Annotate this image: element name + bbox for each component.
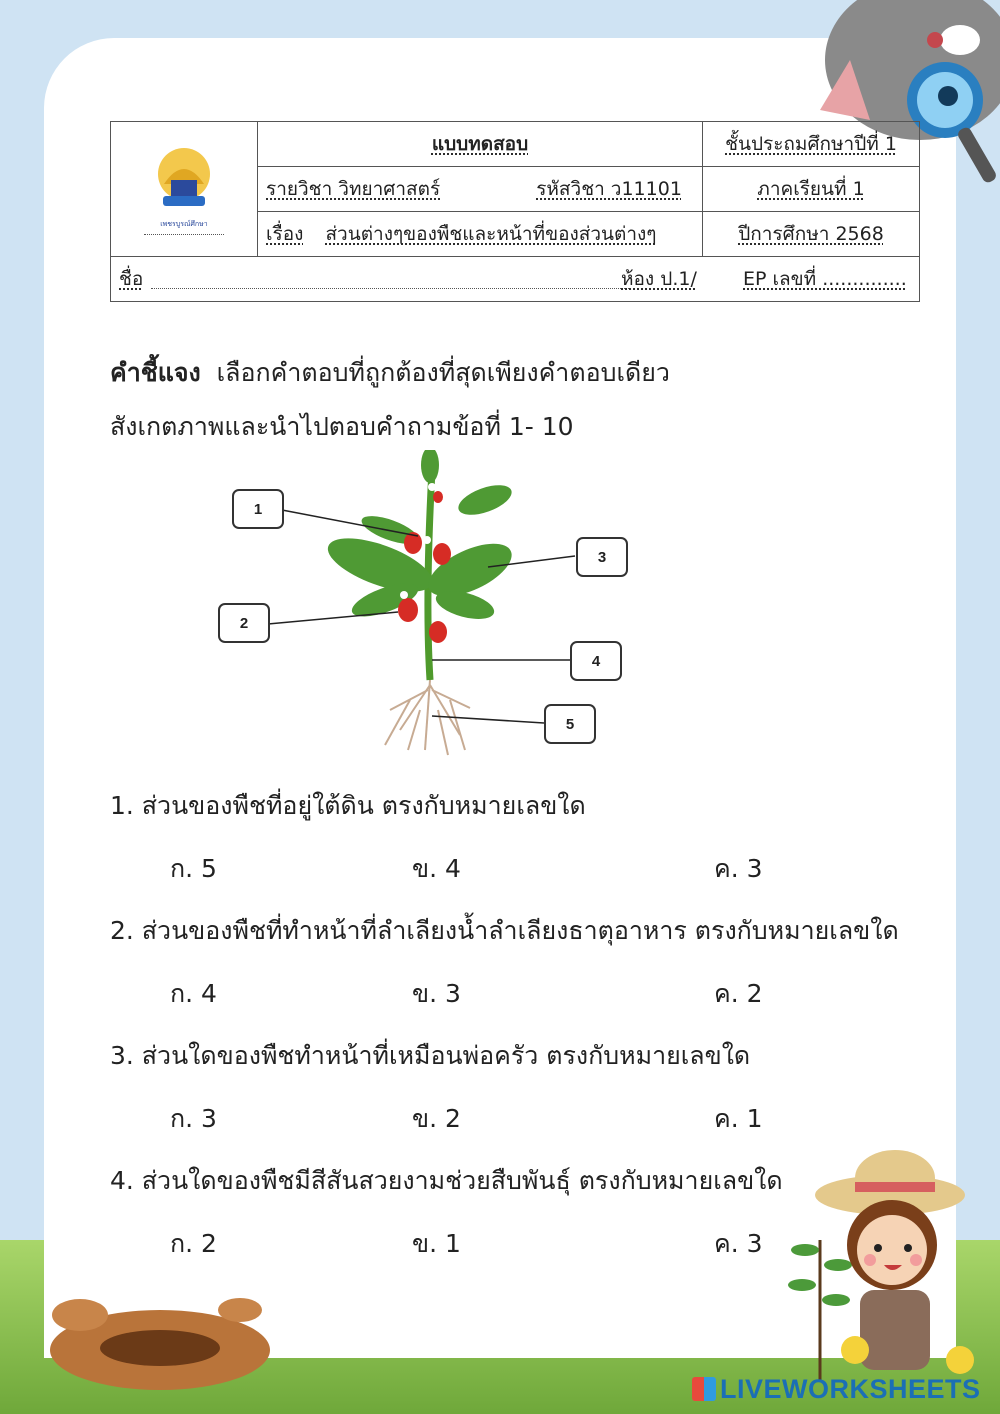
q4-option-c[interactable]: ค. 3	[714, 1229, 763, 1258]
plant-diagram	[320, 450, 520, 760]
room-label: ห้อง ป.1/	[621, 268, 697, 290]
topic-cell: เรื่อง ส่วนต่างๆของพืชและหน้าที่ของส่วนต่างๆ	[258, 212, 703, 257]
q3-option-a[interactable]: ก. 3	[170, 1104, 217, 1133]
instructions-text: เลือกคำตอบที่ถูกต้องที่สุดเพียงคำตอบเดียว	[216, 358, 670, 387]
q2-option-a[interactable]: ก. 4	[170, 979, 217, 1008]
instructions-label: คำชี้แจง	[110, 358, 201, 387]
liveworksheets-icon	[692, 1377, 716, 1401]
q3-option-c[interactable]: ค. 1	[714, 1104, 763, 1133]
number-label: EP เลขที่ ..............	[743, 268, 907, 290]
q4-option-b[interactable]: ข. 1	[412, 1229, 461, 1258]
test-title: แบบทดสอบ	[258, 122, 703, 167]
q2-option-b[interactable]: ข. 3	[412, 979, 461, 1008]
school-logo	[149, 144, 219, 214]
subject-cell	[258, 167, 703, 212]
student-info-row[interactable]	[111, 257, 920, 302]
q4-option-a[interactable]: ก. 2	[170, 1229, 217, 1258]
callout-4: 4	[570, 641, 622, 681]
dirt-mound-decoration	[40, 1280, 280, 1400]
subject-code: รหัสวิชา ว11101	[536, 178, 682, 200]
callout-2: 2	[218, 603, 270, 643]
q1-option-a[interactable]: ก. 5	[170, 854, 217, 883]
name-blank[interactable]	[151, 288, 629, 289]
semester-cell: ภาคเรียนที่ 1	[703, 167, 920, 212]
header-table	[110, 121, 920, 302]
school-logo-cell	[111, 122, 258, 257]
q1-option-b[interactable]: ข. 4	[412, 854, 461, 883]
q3-option-b[interactable]: ข. 2	[412, 1104, 461, 1133]
instructions	[110, 353, 670, 393]
girl-planting-decoration	[760, 1150, 1000, 1380]
question-2: 2. ส่วนของพืชที่ทำหน้าที่ลำเลียงน้ำลำเลียงธาตุอาหาร ตรงกับหมายเลขใด	[110, 916, 899, 945]
q1-option-c[interactable]: ค. 3	[714, 854, 763, 883]
topic-text: ส่วนต่างๆของพืชและหน้าที่ของส่วนต่างๆ	[325, 223, 657, 245]
question-4: 4. ส่วนใดของพืชมีสีสันสวยงามช่วยสืบพันธุ์ ตรงกับหมายเลขใด	[110, 1166, 783, 1195]
year-cell: ปีการศึกษา 2568	[703, 212, 920, 257]
callout-5: 5	[544, 704, 596, 744]
question-3: 3. ส่วนใดของพืชทำหน้าที่เหมือนพ่อครัว ตรงกับหมายเลขใด	[110, 1041, 751, 1070]
q2-option-c[interactable]: ค. 2	[714, 979, 763, 1008]
instructions-line2: สังเกตภาพและนำไปตอบคำถามข้อที่ 1- 10	[110, 412, 574, 441]
subject-name: รายวิชา วิทยาศาสตร์	[266, 178, 441, 200]
liveworksheets-logo: LIVEWORKSHEETS	[692, 1374, 981, 1405]
callout-1: 1	[232, 489, 284, 529]
school-logo-text: เพชรบูรณ์ศึกษา	[160, 219, 208, 228]
grade-cell: ชั้นประถมศึกษาปีที่ 1	[703, 122, 920, 167]
callout-3: 3	[576, 537, 628, 577]
question-1: 1. ส่วนของพืชที่อยู่ใต้ดิน ตรงกับหมายเลขใด	[110, 791, 586, 820]
plant-roots	[385, 680, 470, 755]
name-label: ชื่อ	[119, 268, 144, 290]
